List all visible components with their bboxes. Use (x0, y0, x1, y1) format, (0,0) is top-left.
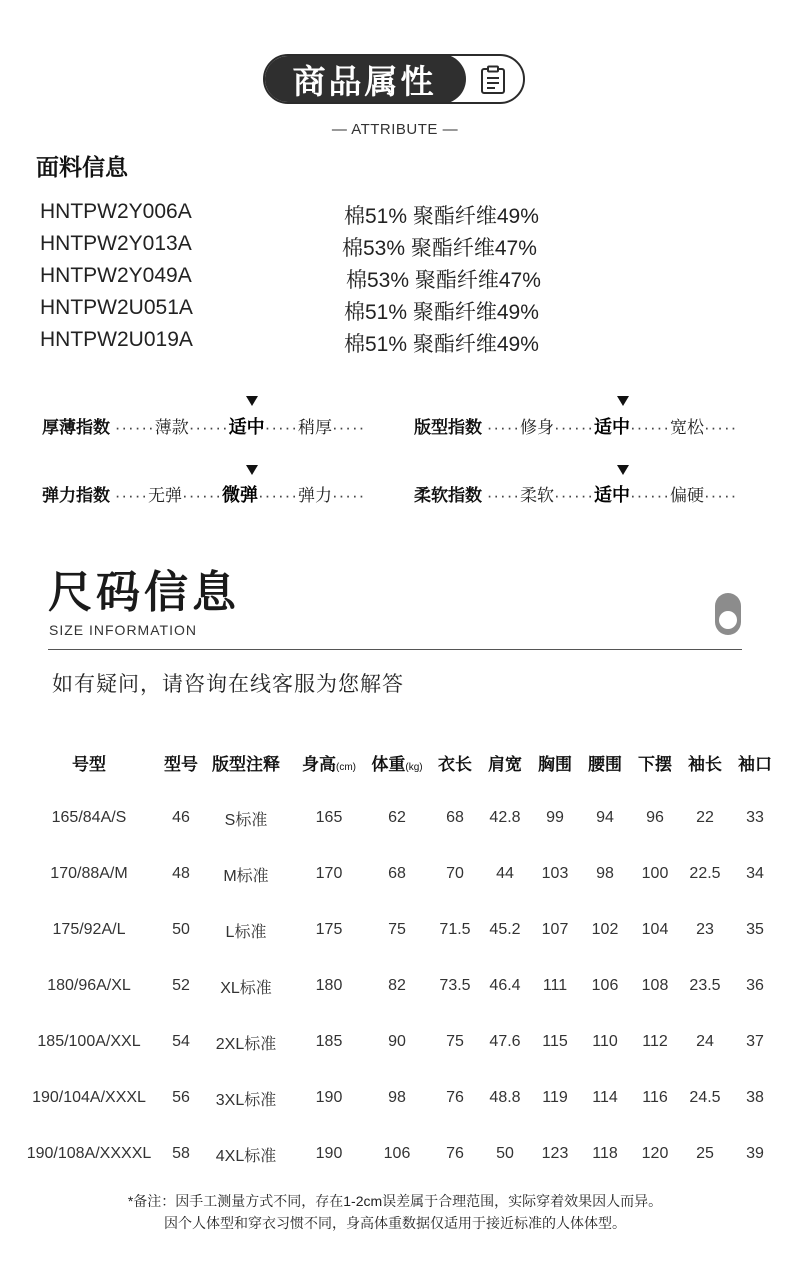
index-dots: ······ (182, 486, 223, 505)
table-cell: 75 (446, 1033, 464, 1050)
table-cell: L标准 (225, 923, 267, 941)
table-cell: 165 (315, 809, 343, 826)
table-cell: 96 (646, 809, 664, 826)
index-dots: ····· (703, 418, 738, 437)
table-cell: 34 (746, 865, 764, 882)
table-cell: 123 (541, 1145, 569, 1162)
table-cell: 23 (696, 921, 714, 938)
table-row (14, 958, 780, 1014)
table-cell: 46.4 (489, 977, 521, 994)
index-option: 弹力 (297, 486, 332, 505)
fabric-composition: 棉51% 聚酯纤维49% (344, 333, 539, 356)
table-cell: 47.6 (489, 1033, 521, 1050)
table-cell: 170/88A/M (50, 865, 128, 882)
clipboard-icon (479, 65, 507, 95)
table-cell: 50 (172, 921, 190, 938)
table-cell: 180 (315, 977, 343, 994)
indicator-arrow-icon (617, 396, 629, 406)
header-cell: 型号 (164, 754, 198, 774)
table-header-row (14, 734, 780, 790)
table-cell: 118 (592, 1145, 618, 1162)
table-body (14, 790, 780, 1182)
table-cell: 90 (388, 1033, 406, 1050)
table-cell: XL标准 (220, 979, 272, 997)
fabric-code: HNTPW2U051A (40, 296, 193, 319)
table-cell: 38 (746, 1089, 764, 1106)
index-dots: ····· (331, 418, 366, 437)
table-cell: 46 (172, 809, 190, 826)
table-cell: 44 (496, 865, 514, 882)
elasticity-index (42, 481, 365, 511)
table-cell: 106 (383, 1145, 411, 1162)
table-cell: 119 (542, 1089, 568, 1106)
table-row (14, 790, 780, 846)
table-cell: 190 (315, 1145, 343, 1162)
fit-index (414, 413, 737, 443)
fabric-row (40, 232, 560, 264)
index-dots: ······ (630, 418, 670, 437)
index-option: 修身 (520, 418, 555, 437)
table-cell: 108 (641, 977, 669, 994)
table-cell: 180/96A/XL (47, 977, 131, 994)
table-cell: 52 (172, 977, 190, 994)
size-table (14, 734, 780, 1182)
indicator-arrow-icon (617, 465, 629, 475)
fabric-code: HNTPW2Y049A (40, 264, 192, 287)
table-cell: 175/92A/L (52, 921, 126, 938)
table-cell: 185 (315, 1033, 343, 1050)
table-cell: 82 (388, 977, 406, 994)
table-cell: 71.5 (439, 921, 471, 938)
table-cell: M标准 (223, 867, 269, 885)
table-cell: S标准 (224, 811, 268, 829)
note-line-1: *备注：因手工测量方式不同，存在1-2cm误差属于合理范围，实际穿着效果因人而异。 (127, 1193, 663, 1209)
table-cell: 165/84A/S (51, 809, 127, 826)
table-cell: 58 (172, 1145, 190, 1162)
index-dots: ······ (554, 418, 595, 437)
thickness-index (42, 413, 365, 443)
table-cell: 45.2 (489, 921, 521, 938)
fabric-row (40, 264, 560, 296)
table-cell: 25 (696, 1145, 714, 1162)
attribute-title: 商品属性 (263, 54, 466, 104)
index-label: 版型指数 (414, 418, 482, 437)
table-cell: 48 (172, 865, 190, 882)
table-row (14, 1014, 780, 1070)
table-cell: 2XL标准 (215, 1035, 277, 1053)
table-cell: 98 (596, 865, 614, 882)
table-row (14, 902, 780, 958)
index-selected: 适中 (594, 485, 631, 505)
attribute-header-pill (263, 54, 525, 104)
table-cell: 35 (746, 921, 764, 938)
header-text: 体重 (371, 754, 406, 774)
table-cell: 56 (172, 1089, 190, 1106)
header-cell: 袖长 (688, 754, 722, 774)
table-cell: 106 (591, 977, 619, 994)
header-cell: 腰围 (588, 754, 622, 774)
table-cell: 98 (388, 1089, 406, 1106)
unit-text: (kg) (405, 761, 423, 773)
index-dots: ····· (264, 418, 298, 437)
index-dots: ····· (703, 486, 738, 505)
header-cell: 胸围 (538, 754, 572, 774)
header-cell (294, 734, 364, 790)
table-cell: 22 (696, 809, 714, 826)
table-cell: 94 (596, 809, 614, 826)
table-cell: 185/100A/XXL (37, 1033, 141, 1050)
fabric-code: HNTPW2U019A (40, 328, 193, 351)
table-cell: 24.5 (689, 1089, 721, 1106)
table-cell: 4XL标准 (215, 1147, 277, 1165)
table-cell: 62 (388, 809, 406, 826)
index-option: 无弹 (148, 486, 183, 505)
index-dots: ······ (114, 418, 155, 437)
fabric-title: 面料信息 (36, 154, 128, 180)
table-cell: 111 (542, 977, 568, 994)
table-cell: 70 (446, 865, 464, 882)
indicator-arrow-icon (246, 396, 258, 406)
table-cell: 103 (541, 865, 569, 882)
table-cell: 175 (315, 921, 343, 938)
fabric-composition: 棉51% 聚酯纤维49% (344, 301, 539, 324)
table-cell: 24 (696, 1033, 714, 1050)
table-cell: 48.8 (489, 1089, 521, 1106)
table-cell: 190 (315, 1089, 343, 1106)
header-cell: 袖口 (738, 754, 772, 774)
divider (48, 649, 742, 650)
table-row (14, 1126, 780, 1182)
table-cell: 100 (641, 865, 669, 882)
index-option: 柔软 (520, 486, 555, 505)
index-dots: ····· (114, 486, 149, 505)
table-cell: 50 (496, 1145, 514, 1162)
table-cell: 33 (746, 809, 764, 826)
table-cell: 23.5 (689, 977, 721, 994)
table-cell: 102 (591, 921, 619, 938)
unit-text: (cm) (336, 761, 356, 773)
table-cell: 116 (642, 1089, 668, 1106)
table-cell: 42.8 (489, 809, 521, 826)
table-cell: 68 (388, 865, 406, 882)
index-dots: ····· (331, 486, 366, 505)
index-selected: 微弹 (222, 485, 259, 505)
header-cell: 衣长 (438, 754, 472, 774)
table-cell: 120 (641, 1145, 669, 1162)
index-dots: ······ (630, 486, 670, 505)
table-cell: 112 (642, 1033, 668, 1050)
softness-index (414, 481, 737, 511)
fabric-code: HNTPW2Y006A (40, 200, 192, 223)
toggle-icon (715, 593, 741, 635)
table-cell: 110 (592, 1033, 618, 1050)
size-subtitle: SIZE INFORMATION (49, 622, 197, 638)
index-dots: ····· (486, 486, 521, 505)
fabric-composition: 棉51% 聚酯纤维49% (344, 205, 539, 228)
table-cell: 75 (388, 921, 406, 938)
index-selected: 适中 (594, 417, 631, 437)
fabric-row (40, 328, 560, 360)
fabric-row (40, 200, 560, 232)
table-cell: 22.5 (689, 865, 721, 882)
table-cell: 115 (542, 1033, 568, 1050)
index-dots: ····· (486, 418, 521, 437)
indicator-arrow-icon (246, 465, 258, 475)
table-row (14, 846, 780, 902)
index-label: 柔软指数 (414, 486, 482, 505)
index-option: 宽松 (669, 418, 704, 437)
fabric-code: HNTPW2Y013A (40, 232, 192, 255)
table-cell: 190/108A/XXXXL (26, 1145, 152, 1162)
note-line-2: 因个人体型和穿衣习惯不同，身高体重数据仅适用于接近标准的人体体型。 (164, 1215, 626, 1231)
fabric-row (40, 296, 560, 328)
table-cell: 73.5 (439, 977, 471, 994)
table-cell: 68 (446, 809, 464, 826)
header-cell: 下摆 (638, 754, 672, 774)
table-cell: 39 (746, 1145, 764, 1162)
fabric-composition: 棉53% 聚酯纤维47% (342, 237, 537, 260)
table-cell: 104 (641, 921, 669, 938)
table-row (14, 1070, 780, 1126)
table-cell: 36 (746, 977, 764, 994)
table-cell: 76 (446, 1145, 464, 1162)
table-cell: 107 (541, 921, 569, 938)
table-cell: 99 (546, 809, 564, 826)
table-cell: 3XL标准 (215, 1091, 277, 1109)
attribute-subtitle: — ATTRIBUTE — (331, 121, 459, 138)
index-dots: ······ (188, 418, 229, 437)
fabric-composition: 棉53% 聚酯纤维47% (346, 269, 541, 292)
index-dots: ······ (258, 486, 298, 505)
index-option: 稍厚 (297, 418, 332, 437)
table-cell: 54 (172, 1033, 190, 1050)
table-cell: 76 (446, 1089, 464, 1106)
header-cell: 版型注释 (212, 754, 280, 774)
table-cell: 170 (315, 865, 343, 882)
header-text: 身高 (302, 754, 336, 774)
index-label: 弹力指数 (42, 486, 110, 505)
index-option: 偏硬 (669, 486, 704, 505)
customer-service-tip: 如有疑问，请咨询在线客服为您解答 (52, 673, 404, 696)
table-cell: 114 (592, 1089, 618, 1106)
table-cell: 37 (746, 1033, 764, 1050)
header-cell: 号型 (72, 754, 106, 774)
header-cell (364, 734, 430, 790)
header-cell: 肩宽 (488, 754, 522, 774)
index-dots: ······ (554, 486, 595, 505)
index-label: 厚薄指数 (42, 418, 110, 437)
index-option: 薄款 (154, 418, 189, 437)
table-cell: 190/104A/XXXL (32, 1089, 146, 1106)
size-title: 尺码信息 (48, 568, 240, 617)
index-selected: 适中 (228, 417, 265, 437)
